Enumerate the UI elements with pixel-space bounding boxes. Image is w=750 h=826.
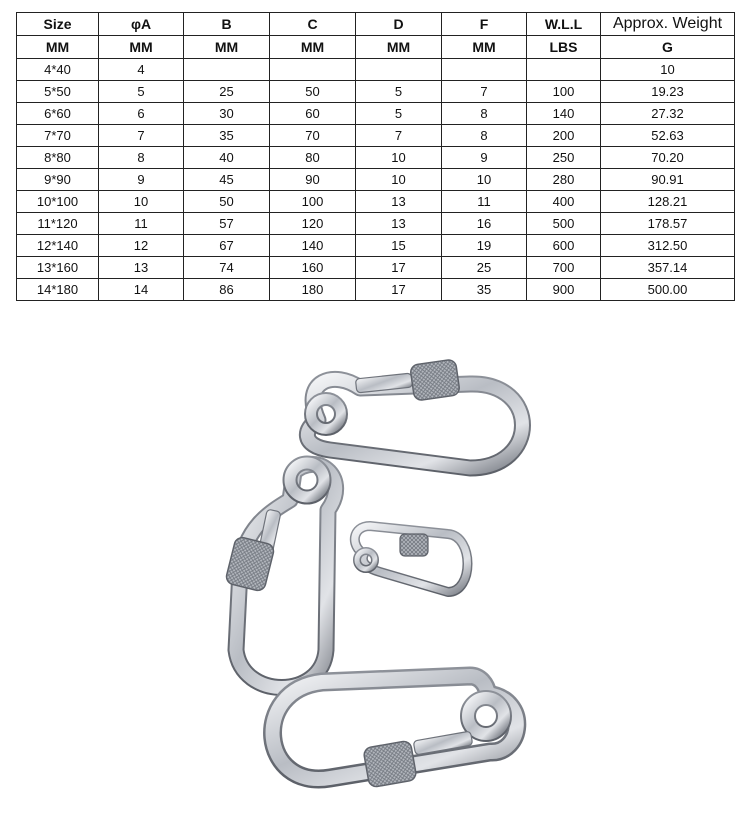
table-cell: 120 bbox=[270, 213, 356, 235]
unit-f: MM bbox=[442, 36, 527, 59]
table-cell: 30 bbox=[184, 103, 270, 125]
table-cell: 500 bbox=[527, 213, 601, 235]
table-cell: 35 bbox=[442, 279, 527, 301]
table-cell: 17 bbox=[356, 257, 442, 279]
table-cell bbox=[356, 59, 442, 81]
table-cell bbox=[442, 59, 527, 81]
table-cell: 57 bbox=[184, 213, 270, 235]
table-cell: 14 bbox=[99, 279, 184, 301]
table-cell: 4 bbox=[99, 59, 184, 81]
table-cell: 7 bbox=[442, 81, 527, 103]
table-cell: 9*90 bbox=[17, 169, 99, 191]
table-row bbox=[17, 81, 735, 103]
table-cell: 14*180 bbox=[17, 279, 99, 301]
table-row bbox=[17, 169, 735, 191]
table-cell: 8 bbox=[442, 103, 527, 125]
table-cell: 7 bbox=[356, 125, 442, 147]
table-cell: 60 bbox=[270, 103, 356, 125]
table-cell: 140 bbox=[270, 235, 356, 257]
table-cell: 128.21 bbox=[601, 191, 735, 213]
snap-hook-1 bbox=[307, 359, 522, 468]
specification-table bbox=[16, 12, 735, 301]
table-cell: 11 bbox=[442, 191, 527, 213]
table-cell: 900 bbox=[527, 279, 601, 301]
table-cell: 4*40 bbox=[17, 59, 99, 81]
table-cell: 7 bbox=[99, 125, 184, 147]
table-cell bbox=[527, 59, 601, 81]
table-cell: 90.91 bbox=[601, 169, 735, 191]
table-cell: 8*80 bbox=[17, 147, 99, 169]
table-cell: 50 bbox=[270, 81, 356, 103]
table-row bbox=[17, 279, 735, 301]
table-row bbox=[17, 191, 735, 213]
table-cell: 86 bbox=[184, 279, 270, 301]
table-cell: 5 bbox=[99, 81, 184, 103]
header-approx-weight: Approx. Weight bbox=[601, 13, 735, 36]
table-cell: 312.50 bbox=[601, 235, 735, 257]
table-cell: 10 bbox=[356, 147, 442, 169]
table-cell: 35 bbox=[184, 125, 270, 147]
table-cell: 40 bbox=[184, 147, 270, 169]
table-row bbox=[17, 235, 735, 257]
snap-hook-2 bbox=[225, 463, 336, 688]
table-cell: 80 bbox=[270, 147, 356, 169]
table-cell bbox=[184, 59, 270, 81]
table-cell: 5 bbox=[356, 81, 442, 103]
table-cell: 100 bbox=[527, 81, 601, 103]
table-cell: 200 bbox=[527, 125, 601, 147]
unit-size: MM bbox=[17, 36, 99, 59]
snap-hook-4 bbox=[273, 676, 517, 788]
table-cell: 160 bbox=[270, 257, 356, 279]
snap-hook-3 bbox=[355, 526, 468, 592]
header-f: F bbox=[442, 13, 527, 36]
table-cell: 400 bbox=[527, 191, 601, 213]
table-cell: 180 bbox=[270, 279, 356, 301]
table-cell: 52.63 bbox=[601, 125, 735, 147]
table-cell: 70.20 bbox=[601, 147, 735, 169]
table-row bbox=[17, 103, 735, 125]
table-cell: 6 bbox=[99, 103, 184, 125]
header-b: B bbox=[184, 13, 270, 36]
table-cell: 280 bbox=[527, 169, 601, 191]
header-row-labels bbox=[17, 13, 735, 36]
header-diameter-a: φA bbox=[99, 13, 184, 36]
table-cell: 74 bbox=[184, 257, 270, 279]
unit-weight: G bbox=[601, 36, 735, 59]
product-photo bbox=[0, 340, 750, 826]
table-cell: 10 bbox=[99, 191, 184, 213]
header-row-units bbox=[17, 36, 735, 59]
header-c: C bbox=[270, 13, 356, 36]
table-cell: 13 bbox=[356, 191, 442, 213]
table-cell: 25 bbox=[442, 257, 527, 279]
table-cell: 19.23 bbox=[601, 81, 735, 103]
table-cell: 10 bbox=[356, 169, 442, 191]
table-cell: 6*60 bbox=[17, 103, 99, 125]
table-row bbox=[17, 147, 735, 169]
table-cell: 9 bbox=[99, 169, 184, 191]
table-cell: 16 bbox=[442, 213, 527, 235]
header-d: D bbox=[356, 13, 442, 36]
table-row bbox=[17, 213, 735, 235]
table-cell: 10*100 bbox=[17, 191, 99, 213]
table-cell: 250 bbox=[527, 147, 601, 169]
table-cell: 8 bbox=[99, 147, 184, 169]
table-row bbox=[17, 257, 735, 279]
table-cell: 600 bbox=[527, 235, 601, 257]
table-cell: 8 bbox=[442, 125, 527, 147]
unit-b: MM bbox=[184, 36, 270, 59]
table-cell: 357.14 bbox=[601, 257, 735, 279]
table-cell: 19 bbox=[442, 235, 527, 257]
table-cell: 70 bbox=[270, 125, 356, 147]
unit-c: MM bbox=[270, 36, 356, 59]
table-cell: 178.57 bbox=[601, 213, 735, 235]
table-cell: 12*140 bbox=[17, 235, 99, 257]
unit-diameter-a: MM bbox=[99, 36, 184, 59]
table-cell: 11*120 bbox=[17, 213, 99, 235]
table-cell: 27.32 bbox=[601, 103, 735, 125]
unit-wll: LBS bbox=[527, 36, 601, 59]
table-cell: 67 bbox=[184, 235, 270, 257]
table-cell: 10 bbox=[601, 59, 735, 81]
table-cell: 13*160 bbox=[17, 257, 99, 279]
table-cell: 17 bbox=[356, 279, 442, 301]
unit-d: MM bbox=[356, 36, 442, 59]
table-cell: 10 bbox=[442, 169, 527, 191]
table-cell: 5*50 bbox=[17, 81, 99, 103]
header-wll: W.L.L bbox=[527, 13, 601, 36]
table-cell: 9 bbox=[442, 147, 527, 169]
table-cell: 700 bbox=[527, 257, 601, 279]
table-cell: 45 bbox=[184, 169, 270, 191]
table-cell: 25 bbox=[184, 81, 270, 103]
table-cell: 50 bbox=[184, 191, 270, 213]
table-cell: 5 bbox=[356, 103, 442, 125]
table-cell: 90 bbox=[270, 169, 356, 191]
table-cell: 12 bbox=[99, 235, 184, 257]
table-cell: 140 bbox=[527, 103, 601, 125]
table-cell: 100 bbox=[270, 191, 356, 213]
table-row bbox=[17, 59, 735, 81]
table-cell bbox=[270, 59, 356, 81]
table-cell: 13 bbox=[356, 213, 442, 235]
table-cell: 13 bbox=[99, 257, 184, 279]
table-cell: 7*70 bbox=[17, 125, 99, 147]
table-cell: 500.00 bbox=[601, 279, 735, 301]
table-body bbox=[17, 59, 735, 301]
table-row bbox=[17, 125, 735, 147]
header-size: Size bbox=[17, 13, 99, 36]
table-cell: 11 bbox=[99, 213, 184, 235]
table-cell: 15 bbox=[356, 235, 442, 257]
